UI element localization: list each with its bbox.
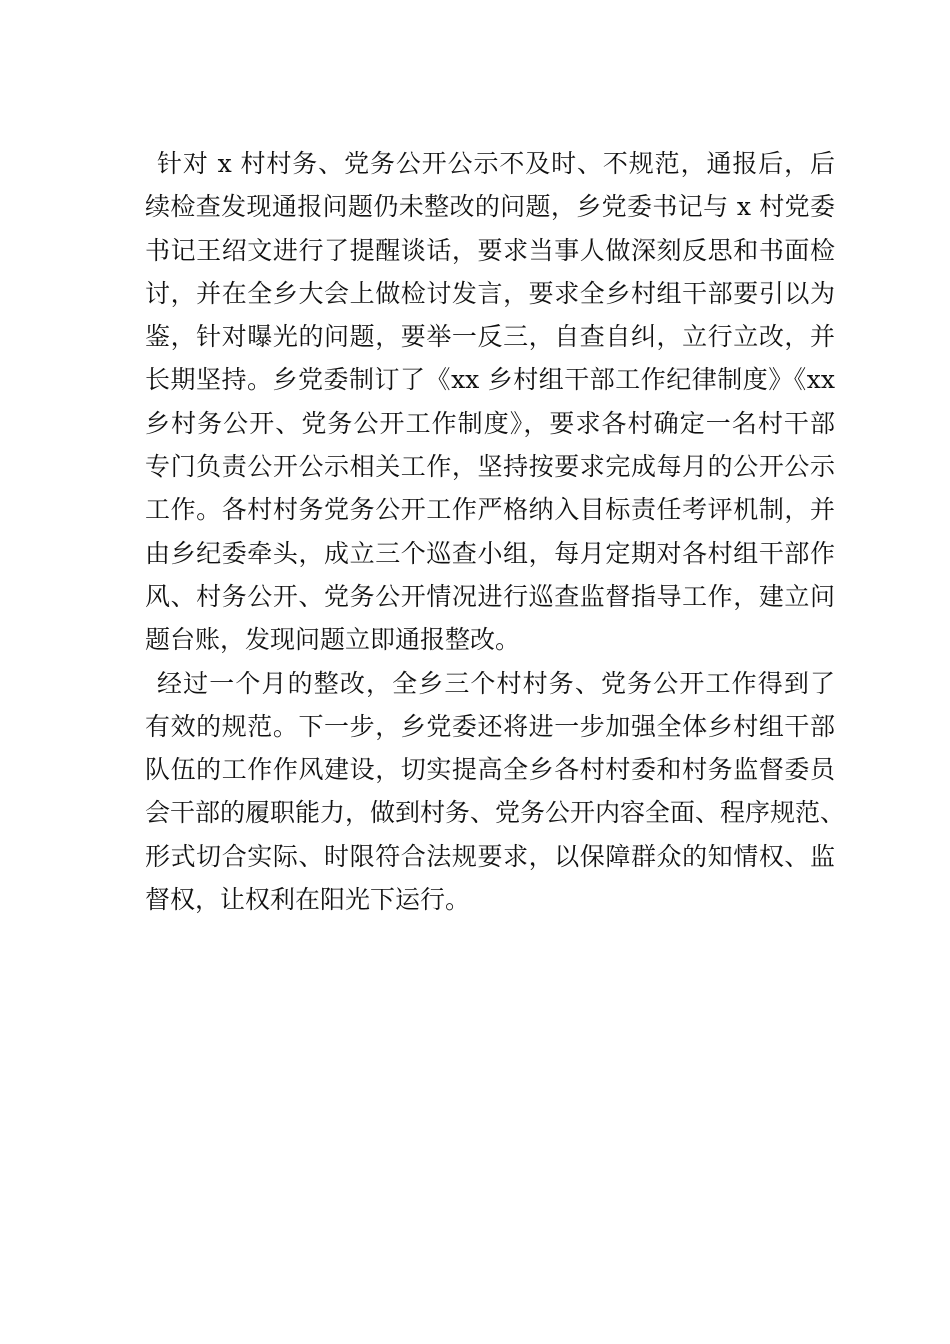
paragraph-line: 书记王绍文进行了提醒谈话，要求当事人做深刻反思和书面检	[145, 235, 835, 265]
paragraph-line: 队伍的工作作风建设，切实提高全乡各村村委和村务监督委员	[145, 755, 835, 785]
paragraph-line: 风、村务公开、党务公开情况进行巡查监督指导工作，建立问	[145, 581, 835, 611]
paragraph-line: 长期坚持。乡党委制订了《xx 乡村组干部工作纪律制度》《xx	[145, 365, 835, 395]
paragraph-line: 督权，让权利在阳光下运行。	[145, 885, 471, 915]
paragraph-1	[145, 142, 835, 662]
paragraph-line: 针对 x 村村务、党务公开公示不及时、不规范，通报后，后	[157, 149, 835, 178]
document-body	[145, 142, 846, 921]
paragraph-line: 题台账，发现问题立即通报整改。	[145, 625, 521, 655]
paragraph-line: 工作。各村村务党务公开工作严格纳入目标责任考评机制，并	[145, 495, 835, 525]
paragraph-line: 专门负责公开公示相关工作，坚持按要求完成每月的公开公示	[145, 452, 835, 482]
paragraph-line: 形式切合实际、时限符合法规要求，以保障群众的知情权、监	[145, 841, 835, 871]
paragraph-line: 讨，并在全乡大会上做检讨发言，要求全乡村组干部要引以为	[145, 278, 835, 308]
paragraph-line: 有效的规范。下一步，乡党委还将进一步加强全体乡村组干部	[145, 711, 835, 741]
paragraph-line: 乡村务公开、党务公开工作制度》，要求各村确定一名村干部	[145, 408, 835, 438]
paragraph-line: 续检查发现通报问题仍未整改的问题，乡党委书记与 x 村党委	[145, 192, 835, 222]
paragraph-line: 会干部的履职能力，做到村务、党务公开内容全面、程序规范、	[145, 798, 846, 828]
paragraph-line: 由乡纪委牵头，成立三个巡查小组，每月定期对各村组干部作	[145, 538, 835, 568]
paragraph-2	[145, 662, 846, 922]
paragraph-line: 经过一个月的整改，全乡三个村村务、党务公开工作得到了	[157, 668, 835, 698]
paragraph-line: 鉴，针对曝光的问题，要举一反三，自查自纠，立行立改，并	[145, 322, 835, 352]
